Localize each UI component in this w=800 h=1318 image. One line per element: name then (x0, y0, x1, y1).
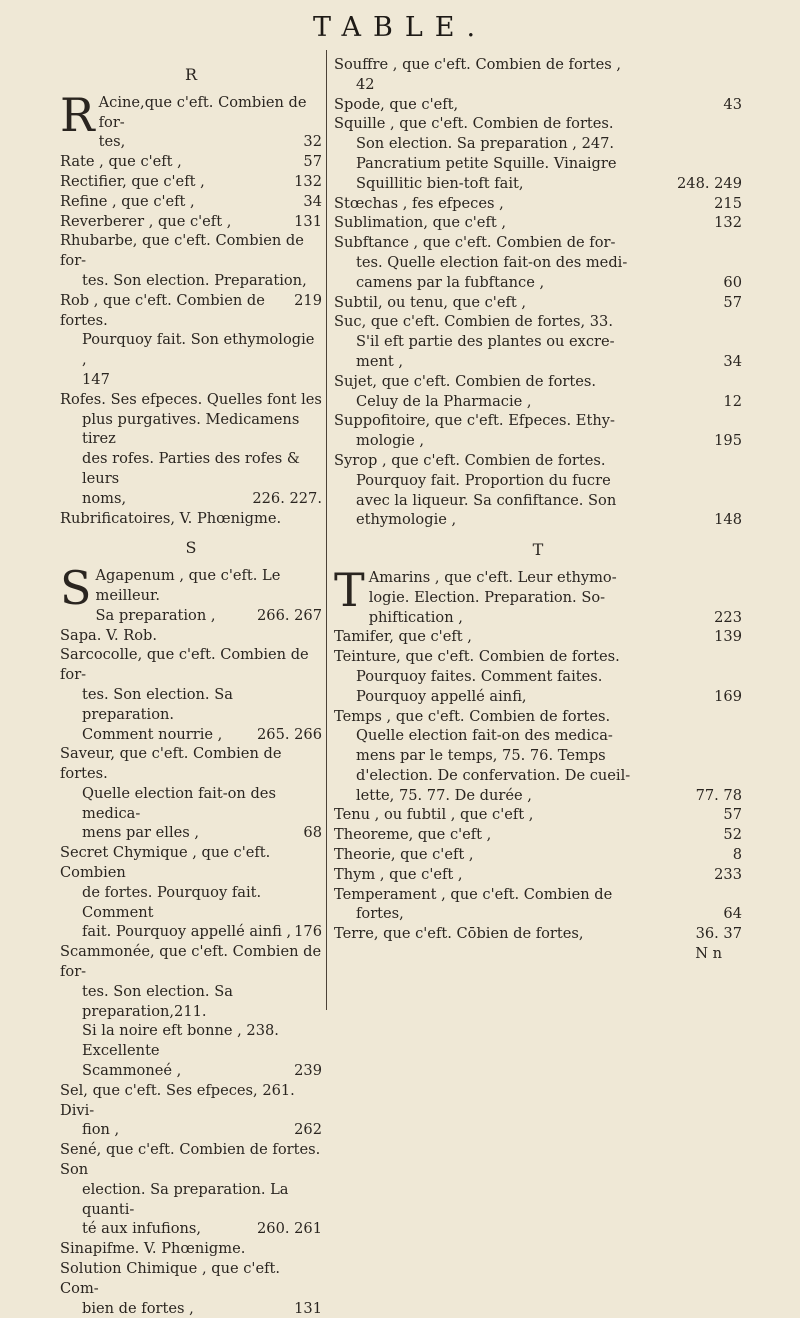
index-entry (334, 293, 742, 313)
index-entry (334, 451, 742, 530)
page-reference: 226. 227. (252, 489, 322, 507)
page-reference: 195 (714, 432, 742, 450)
entry-text: Amarins , que c'eft. Leur ethymo- (368, 568, 617, 586)
entry-text: Theoreme, que c'eft , (334, 826, 492, 844)
entry-text: fortes, (356, 905, 404, 923)
entry-text: ment , (356, 352, 404, 370)
entry-line (334, 924, 742, 944)
entry-line (334, 667, 742, 687)
entry-text: mologie , (356, 432, 425, 450)
entry-text: 42 (356, 75, 375, 93)
page-reference: 57 (723, 293, 742, 311)
entry-line (334, 174, 742, 194)
entry-text: Pourquoy fait. Son ethymologie , (82, 331, 315, 369)
entry-line (60, 1239, 322, 1259)
entry-text: tes, (98, 133, 126, 151)
entry-line (60, 192, 322, 212)
entry-text: Sublimation, que c'eft , (334, 214, 506, 232)
section-letter: S (185, 538, 197, 558)
catchword: N n (695, 945, 722, 963)
page-reference: 233 (714, 865, 742, 883)
index-entry (334, 845, 742, 865)
entry-line (334, 568, 742, 588)
entry-line (60, 606, 322, 626)
entry-text: des rofes. Parties des rofes & leurs (82, 450, 300, 487)
entry-line (60, 982, 322, 1022)
entry-line (60, 1259, 322, 1299)
page-reference: 43 (723, 95, 742, 113)
index-entry (60, 1259, 322, 1318)
entry-text: fait. Pourquoy appellé ainfi , (82, 923, 292, 941)
entry-text: noms, (82, 489, 127, 507)
entry-line (60, 823, 322, 843)
entry-line (60, 152, 322, 172)
entry-line (60, 132, 322, 152)
index-entry (334, 885, 742, 925)
entry-line (60, 1061, 322, 1081)
entry-text: Pancratium petite Squille. Vinaigre (356, 154, 617, 172)
index-entry (60, 87, 322, 152)
page-reference: 219 (294, 291, 322, 309)
entry-line (334, 845, 742, 865)
entry-text: Si la noire eft bonne , 238. Excellente (82, 1022, 279, 1060)
drop-cap: R (60, 87, 95, 142)
entry-line (60, 942, 322, 982)
entry-line (334, 273, 742, 293)
entry-line (334, 510, 742, 530)
entry-text: Teinture, que c'eft. Combien de fortes. (334, 648, 620, 666)
entry-line (60, 390, 322, 410)
page-reference: 131 (294, 212, 322, 230)
entry-line (60, 291, 322, 331)
entry-text: Rubrificatoires, V. Phœnigme. (60, 509, 282, 527)
index-entry (334, 627, 742, 647)
page-reference: 57 (723, 806, 742, 824)
entry-line (334, 332, 742, 352)
page-reference: 34 (723, 352, 742, 370)
index-entry (334, 194, 742, 214)
entry-line (60, 172, 322, 192)
entry-text: de fortes. Pourquoy fait. Comment (82, 883, 262, 921)
entry-line (60, 271, 322, 309)
page-reference: 132 (294, 172, 322, 190)
entry-text: Scammoneé , (82, 1062, 182, 1080)
index-entry (334, 411, 742, 451)
entry-line (60, 1081, 322, 1121)
entry-text: Pourquoy faites. Comment faites. (356, 667, 603, 685)
entry-text: Rhubarbe, que c'eft. Combien de for- (60, 232, 304, 270)
entry-text: Terre, que c'eft. Cōbien de fortes, (334, 925, 584, 943)
entry-text: Pourquoy fait. Proportion du fucre (356, 471, 611, 489)
entry-line (60, 725, 322, 745)
entry-text: Suppofitoire, que c'eft. Efpeces. Ethy- (334, 412, 615, 430)
entry-text: Temps , que c'eft. Combien de fortes. (334, 707, 611, 725)
section-letter: R (184, 65, 198, 84)
entry-line (60, 330, 322, 370)
entry-line (60, 1120, 322, 1140)
entry-text: Saveur, que c'eft. Combien de fortes. (60, 745, 282, 783)
entry-text: Souffre , que c'eft. Combien de fortes , (334, 56, 621, 73)
entry-line (60, 489, 322, 509)
entry-text: Theorie, que c'eft , (334, 846, 474, 864)
page-reference: 215 (714, 194, 742, 212)
index-entry (334, 805, 742, 825)
entry-text: Comment nourrie , (82, 725, 223, 743)
page-reference: 52 (723, 826, 742, 844)
entry-text: Quelle election fait-on des medica- (356, 727, 613, 745)
entry-text: Stœchas , fes efpeces , (334, 194, 504, 212)
entry-text: Temperament , que c'eft. Combien de (334, 885, 613, 903)
entry-line (334, 75, 742, 95)
page-title: TABLE. (312, 12, 488, 43)
entry-line (60, 231, 322, 271)
entry-line (60, 449, 322, 489)
page-reference: 8 (732, 846, 742, 864)
entry-text: Thym , que c'eft , (334, 865, 463, 883)
entry-line (334, 865, 742, 885)
index-entry (60, 152, 322, 172)
entry-line (60, 843, 322, 883)
entry-line (334, 392, 742, 412)
entry-text: Tenu , ou fubtil , que c'eft , (334, 806, 534, 824)
entry-line (334, 588, 742, 608)
index-entry (60, 645, 322, 744)
entry-text: plus purgatives. Medicamens tirez (82, 410, 300, 448)
index-entry (60, 231, 322, 309)
entry-text: Quelle election fait-on des medica- (82, 784, 276, 822)
index-entry (60, 561, 322, 625)
entry-text: tes. Son election. Sa preparation,211. (82, 982, 233, 1020)
entry-text: Rofes. Ses efpeces. Quelles font les (60, 390, 322, 408)
entry-line (334, 253, 742, 273)
entry-text: S'il eft partie des plantes ou excre- (356, 333, 615, 351)
entry-text: tes. Son election. Preparation, (82, 271, 307, 289)
entry-text: Sujet, que c'eft. Combien de fortes. (334, 372, 596, 390)
index-entry (334, 825, 742, 845)
index-entry (60, 390, 322, 509)
index-entry (334, 372, 742, 412)
entry-line (334, 233, 742, 253)
entry-text: Rate , que c'eft , (60, 153, 182, 171)
entry-line (334, 746, 742, 766)
entry-text: Squille , que c'eft. Combien de fortes. (334, 115, 614, 133)
entry-text: Sapa. V. Rob. (60, 626, 158, 644)
entry-text: logie. Election. Preparation. So- (368, 588, 606, 606)
page-reference: 260. 261 (257, 1220, 322, 1238)
entry-text: Refine , que c'eft , (60, 192, 195, 210)
entry-line (60, 509, 322, 529)
index-entry (60, 1239, 322, 1259)
entry-line (334, 213, 742, 233)
index-entry (60, 192, 322, 212)
index-entry (60, 843, 322, 942)
entry-text: Reverberer , que c'eft , (60, 212, 232, 230)
entry-text: lette, 75. 77. De durée , (356, 786, 532, 804)
entry-text: Sel, que c'eft. Ses efpeces, 261. Divi- (60, 1081, 295, 1119)
index-entry (60, 1140, 322, 1239)
right-column (334, 55, 742, 964)
entry-line (334, 805, 742, 825)
entry-text: mens par elles , (82, 824, 200, 842)
entry-text: Scammonée, que c'eft. Combien de for- (60, 943, 322, 981)
entry-line (334, 766, 742, 786)
entry-text: camens par la fubftance , (356, 273, 545, 291)
entry-line (334, 904, 742, 924)
entry-text: Sinapifme. V. Phœnigme. (60, 1240, 246, 1258)
entry-line (60, 922, 322, 942)
entry-line (334, 608, 742, 628)
entry-line (60, 1021, 322, 1061)
entry-line (334, 55, 742, 75)
page-reference: 223 (714, 608, 742, 626)
page-reference: 32 (303, 133, 322, 151)
entry-text: Sené, que c'eft. Combien de fortes. Son (60, 1141, 321, 1179)
index-entry (60, 509, 322, 529)
entry-line (334, 114, 742, 134)
entry-line (334, 825, 742, 845)
index-entry (334, 707, 742, 806)
index-entry (60, 1081, 322, 1140)
entry-text: Suc, que c'eft. Combien de fortes, 33. (334, 313, 613, 331)
column-divider (326, 50, 327, 1010)
entry-line (60, 744, 322, 784)
entry-line (334, 451, 742, 471)
entry-line (60, 1140, 322, 1180)
entry-text: 147 (82, 370, 110, 388)
entry-line (334, 726, 742, 746)
entry-text: Syrop , que c'eft. Combien de fortes. (334, 451, 606, 469)
entry-text: Rob , que c'eft. Combien de fortes. (60, 291, 265, 329)
entry-line (334, 786, 742, 806)
drop-cap: S (60, 561, 92, 616)
entry-text: Celuy de la Pharmacie , (356, 392, 532, 410)
index-entry (334, 213, 742, 233)
entry-text: Rectifier, que c'eft , (60, 172, 205, 190)
entry-line (60, 410, 322, 450)
entry-line (334, 293, 742, 313)
page-reference: 266. 267 (257, 606, 322, 624)
entry-text: Agapenum , que c'eft. Le meilleur. (95, 567, 281, 604)
entry-text: mens par le temps, 75. 76. Temps (356, 747, 606, 765)
index-entry (334, 114, 742, 193)
page-reference: 68 (303, 824, 322, 842)
entry-line (334, 491, 742, 511)
entry-text: Squillitic bien-toft fait, (356, 174, 524, 192)
index-entry (60, 291, 322, 390)
entry-line (60, 1180, 322, 1220)
entry-line (334, 154, 742, 174)
entry-text: Pourquoy appellé ainfi, (356, 687, 527, 705)
entry-text: Sa preparation , (95, 606, 216, 624)
entry-line (334, 431, 742, 451)
page-reference: 36. 37 (695, 925, 742, 943)
entry-text: Solution Chimique , que c'eft. Com- (60, 1260, 280, 1297)
entry-line (60, 645, 322, 685)
page-reference: 57 (303, 153, 322, 171)
entry-line (334, 471, 742, 491)
index-entry (334, 562, 742, 627)
page-reference: 132 (714, 214, 742, 232)
entry-text: Tamifer, que c'eft , (334, 628, 472, 646)
entry-text: fion , (82, 1121, 120, 1139)
entry-line (334, 372, 742, 392)
page-reference: 239 (294, 1062, 322, 1080)
entry-line (334, 707, 742, 727)
entry-text: té aux infufions, (82, 1220, 202, 1238)
page-reference: 262 (294, 1121, 322, 1139)
entry-text: d'election. De confervation. De cueil- (356, 766, 631, 784)
entry-text: Spode, que c'eft, (334, 95, 459, 113)
index-entry (60, 942, 322, 1081)
index-entry (60, 212, 322, 232)
entry-text: election. Sa preparation. La quanti- (82, 1180, 289, 1218)
index-entry (334, 647, 742, 706)
entry-line (334, 352, 742, 372)
entry-line (60, 1219, 322, 1239)
page-reference: 64 (723, 905, 742, 923)
entry-line (60, 370, 322, 390)
entry-line (334, 647, 742, 667)
index-entry (334, 312, 742, 371)
page-reference: 131 (294, 1299, 322, 1317)
entry-line (334, 312, 742, 332)
page-reference: 176 (294, 923, 322, 941)
entry-line (334, 885, 742, 905)
page-reference: 169 (714, 687, 742, 705)
entry-text: Subtil, ou tenu, que c'eft , (334, 293, 526, 311)
index-entry (60, 626, 322, 646)
entry-line (60, 626, 322, 646)
entry-text: Sarcocolle, que c'eft. Combien de for- (60, 646, 309, 684)
entry-line (60, 784, 322, 824)
index-entry (334, 924, 742, 944)
entry-text: tes. Son election. Sa preparation. (82, 685, 233, 723)
entry-line (334, 194, 742, 214)
page-reference: 265. 266 (257, 725, 322, 743)
index-entry (334, 95, 742, 115)
section-letter: T (532, 540, 544, 560)
page-reference: 12 (723, 392, 742, 410)
entry-text: tes. Quelle election fait-on des medi- (356, 253, 628, 271)
entry-line (60, 1299, 322, 1318)
page-reference: 248. 249 (677, 174, 742, 192)
entry-text: Son election. Sa preparation , 247. (356, 135, 615, 153)
left-column (60, 55, 322, 1318)
entry-line (334, 134, 742, 154)
entry-line (334, 95, 742, 115)
entry-text: Acine,que c'eft. Combien de for- (98, 93, 307, 131)
entry-line (334, 687, 742, 707)
entry-text: Secret Chymique , que c'eft. Combien (60, 844, 271, 882)
index-entry (60, 172, 322, 192)
entry-text: bien de fortes , (82, 1299, 194, 1317)
page-reference: 77. 78 (695, 786, 742, 804)
entry-line (334, 411, 742, 431)
page-reference: 148 (714, 511, 742, 529)
entry-text: Subftance , que c'eft. Combien de for- (334, 234, 616, 252)
index-entry (334, 865, 742, 885)
page-reference: 139 (714, 628, 742, 646)
entry-text: avec la liqueur. Sa confiftance. Son (356, 491, 617, 509)
entry-text: ethymologie , (356, 511, 457, 529)
index-entry (60, 744, 322, 843)
index-entry (334, 55, 742, 95)
entry-line (60, 685, 322, 725)
page-reference: 60 (723, 273, 742, 291)
entry-text: phiftication , (368, 608, 463, 626)
page-reference: 34 (303, 192, 322, 210)
entry-line (334, 627, 742, 647)
index-entry (334, 233, 742, 292)
entry-line (60, 212, 322, 232)
drop-cap: T (334, 562, 365, 617)
entry-line (60, 883, 322, 923)
